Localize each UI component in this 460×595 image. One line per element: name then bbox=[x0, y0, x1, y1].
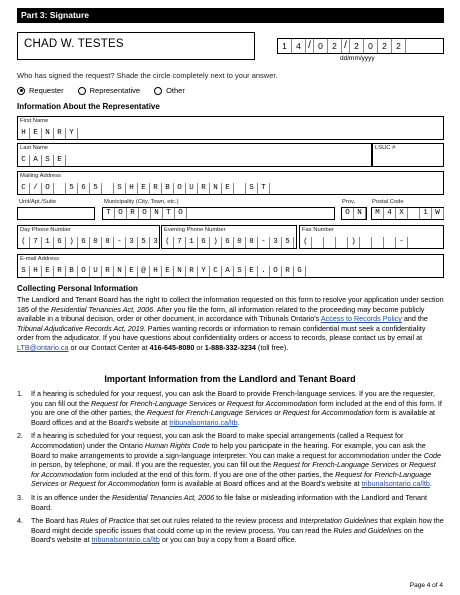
ltb-website-link[interactable]: tribunalsontario.ca/ltb bbox=[169, 417, 238, 427]
date-digit: 1 bbox=[278, 39, 292, 53]
collecting-title: Collecting Personal Information bbox=[17, 284, 138, 293]
date-digit: 4 bbox=[292, 39, 306, 53]
unit-field[interactable] bbox=[17, 207, 95, 220]
email-cells: S H E R B O U R N E @ H E N R Y C A S E . O R G bbox=[18, 266, 306, 277]
field-label: LSUC # bbox=[375, 145, 396, 151]
date-digit: 2 bbox=[328, 39, 342, 53]
lsuc-field[interactable] bbox=[372, 143, 444, 167]
date-separator: / bbox=[306, 39, 314, 53]
signature-box[interactable] bbox=[17, 32, 255, 60]
first-name-cells: H E N R Y bbox=[18, 128, 78, 139]
postal-cells: M 4 X 1 W bbox=[372, 208, 444, 219]
important-list bbox=[17, 389, 444, 549]
date-digit: 2 bbox=[378, 39, 392, 53]
signer-question: Who has signed the request? Shade the circle completely next to your answer. bbox=[17, 71, 278, 80]
postal-label: Postal Code bbox=[372, 199, 404, 205]
fax-field[interactable] bbox=[299, 225, 444, 249]
first-name-field[interactable] bbox=[17, 116, 444, 140]
municipality-field[interactable] bbox=[102, 207, 335, 220]
field-label: Mailing Address bbox=[20, 173, 61, 179]
radio-selected-icon[interactable] bbox=[17, 87, 25, 95]
important-title: Important Information from the Landlord and Tenant Board bbox=[104, 374, 356, 384]
field-label: First Name bbox=[20, 118, 49, 124]
ltb-website-link[interactable]: tribunalsontario.ca/ltb bbox=[361, 479, 430, 489]
radio-label: Requester bbox=[29, 86, 64, 95]
list-item: 1. If a hearing is scheduled for your request, you can ask the Board to provide French-language services. If you are the requester, you can fill out the Request for French-Language Services or Request for Accommodation form included at the end of this form. If you are one of the other parties, the Request for French-Language Services or Request for Accommodation form is available at Board offices and at the Board's website at tribunalsontario.ca/ltb. bbox=[17, 389, 442, 427]
list-item: 4. The Board has Rules of Practice that set out rules related to the review process and Interpretation Guidelines that explain how the Board might decide specific issues that could come up in the review process. You can read the Rules and Guidelines on the Board's website at tribunalsontario.ca/ltb or you can buy a copy from a Board office. bbox=[17, 516, 444, 545]
date-digit: 2 bbox=[392, 39, 406, 53]
last-name-cells: C A S E bbox=[18, 155, 66, 166]
page-number: Page 4 of 4 bbox=[409, 582, 443, 589]
radio-requester[interactable] bbox=[17, 86, 64, 95]
list-item: 3. It is an offence under the Residential Tenancies Act, 2006 to file false or misleading information with the Landlord and Tenant Board. bbox=[17, 492, 427, 512]
field-label: Fax Number bbox=[302, 227, 334, 233]
mailing-address-cells: C / O 5 6 5 S H E R B O U R N E S T bbox=[18, 183, 270, 194]
field-label: E-mail Address bbox=[20, 256, 59, 262]
field-label: Evening Phone Number bbox=[164, 227, 226, 233]
list-item: 2. If a hearing is scheduled for your request, you can ask the Board to make special arrangements (called a Request for Accommodation) under the Ontario Human Rights Code to help you participate in the hearing. For example, you can ask the Board to make arrangements to provide a sign-language interpreter. You can make a request for accommodation under the Code in person, by telephone, or mail. If you are the requester, you can fill out the Request for French-Language Services or Request for Accommodation form included at the end of this form. If you are one of the other parties, the Request for French-Language Services or Request for Accommodation form is available at Board offices and at the Board's website at tribunalsontario.ca/ltb. bbox=[17, 431, 441, 489]
part-header: Part 3: Signature bbox=[17, 8, 444, 23]
prov-label: Prov. bbox=[342, 199, 356, 205]
date-field[interactable] bbox=[277, 38, 444, 54]
date-digit: 0 bbox=[314, 39, 328, 53]
rep-section-title: Information About the Representative bbox=[17, 102, 160, 111]
last-name-field[interactable] bbox=[17, 143, 372, 167]
unit-label: Unit/Apt./Suite bbox=[19, 199, 57, 205]
province-field[interactable] bbox=[341, 207, 367, 220]
date-format-hint: dd/mm/yyyy bbox=[340, 55, 375, 62]
province-cells: O N bbox=[342, 208, 366, 219]
signature-name: CHAD W. TESTES bbox=[24, 38, 124, 50]
day-phone-field[interactable] bbox=[17, 225, 160, 249]
mailing-address-field[interactable] bbox=[17, 171, 444, 195]
radio-label: Representative bbox=[89, 86, 141, 95]
ltb-website-link[interactable]: tribunalsontario.ca/ltb bbox=[91, 535, 160, 545]
radio-empty-icon[interactable] bbox=[78, 87, 86, 95]
radio-label: Other bbox=[166, 86, 185, 95]
radio-other[interactable] bbox=[154, 86, 185, 95]
radio-representative[interactable] bbox=[78, 86, 140, 95]
fax-cells: ( ) - bbox=[300, 237, 408, 248]
email-field[interactable] bbox=[17, 254, 444, 278]
access-records-link[interactable]: Access to Records Policy bbox=[320, 314, 402, 324]
ltb-email-link[interactable]: LTB@ontario.ca bbox=[17, 342, 69, 352]
municipality-label: Municipality (City, Town, etc.) bbox=[104, 199, 179, 205]
field-label: Last Name bbox=[20, 145, 49, 151]
municipality-cells: T O R O N T O bbox=[103, 208, 187, 219]
collecting-paragraph: The Landlord and Tenant Board has the right to collect the information requested on this form to resolve your application under section 185 of the Residential Tenancies Act, 2006. After you file the form, all information related to the proceeding may become publicly available in a tribunal decision, order or other document, in accordance with Tribunals Ontario's Access to Records Policy and the Tribunal Adjudicative Records Act, 2019. Parties wanting records or information to remain confidential must seek a confidentiality order from the adjudicator. If you have questions about confidentiality orders or access to records, please contact us by email at LTB@ontario.ca or our Contact Center at 416-645-8080 or 1-888-332-3234 (toll free). bbox=[17, 295, 444, 352]
evening-phone-cells: ( 7 1 6 ) 6 0 8 - 3 5 bbox=[162, 237, 294, 248]
field-label: Day Phone Number bbox=[20, 227, 71, 233]
day-phone-cells: ( 7 1 6 ) 6 0 8 - 3 5 3 bbox=[18, 237, 162, 248]
date-digit: 0 bbox=[364, 39, 378, 53]
signer-options bbox=[17, 86, 185, 95]
date-separator: / bbox=[342, 39, 350, 53]
date-digit: 2 bbox=[350, 39, 364, 53]
radio-empty-icon[interactable] bbox=[154, 87, 162, 95]
evening-phone-field[interactable] bbox=[161, 225, 297, 249]
postal-code-field[interactable] bbox=[371, 207, 444, 220]
